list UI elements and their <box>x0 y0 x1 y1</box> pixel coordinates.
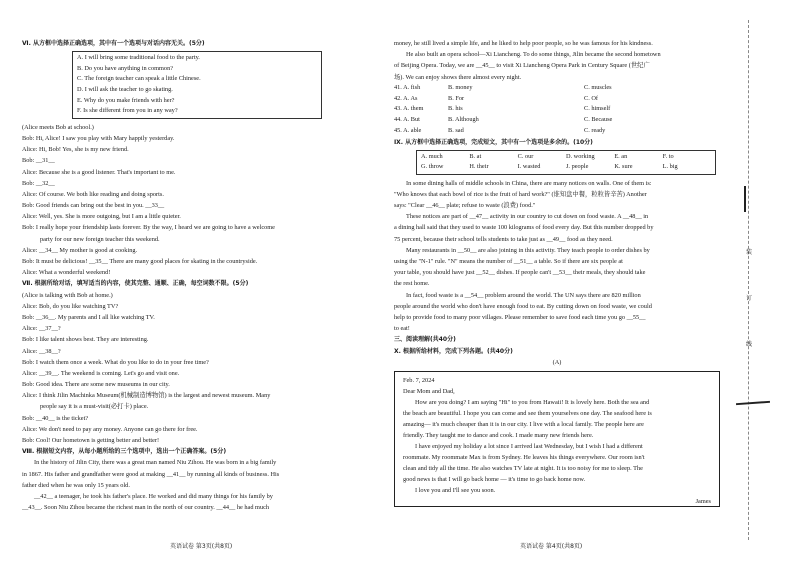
option-a: 43. A. them <box>394 105 424 113</box>
option-b: B. sad <box>448 126 464 134</box>
dialogue-line: Alice: Of course. We both like reading and doing sports. <box>22 190 164 198</box>
passage-line: your table, you should have just __52__ dishes. If people can't __53__ their meals, they should take <box>394 269 646 277</box>
dialogue-line: Bob: I really hope your friendship lasts forever. By the way, I heard we are going to have a welcome <box>22 224 275 232</box>
option-c: C. Because <box>584 116 613 124</box>
dialogue-line: Alice: We don't need to pay any money. Anyone can go there for free. <box>22 425 198 433</box>
dialogue-line: Alice: I think Jilin Machinka Museum(机械制造博物馆) is the largest and newest museum. Many <box>22 392 271 400</box>
dialogue-line: Alice: Well, yes. She is more outgoing, but I am a little quieter. <box>22 213 181 221</box>
passage-line: to eat! <box>394 325 410 333</box>
letter-date: Feb. 7, 2024 <box>403 376 435 384</box>
dialogue-line: Bob: I like talent shows best. They are interesting. <box>22 336 149 344</box>
option-line: B. Do you have anything in common? <box>77 64 174 72</box>
passage-line: father died when he was only 15 years old. <box>22 481 130 489</box>
letter-line: I have enjoyed my holiday a lot since I arrived last Wednesday, but I wish I had a different <box>415 442 643 450</box>
letter-line: amazing— it's much cheaper than it is in our city. I live with a local family. The people here are <box>403 420 644 428</box>
word-option: K. sure <box>614 163 633 171</box>
page-footer-left: 英语试卷 第3页(共8页) <box>170 543 233 551</box>
pen-mark <box>744 186 746 212</box>
letter-line: good news is that I will go back home — it's time to go back home now. <box>403 475 586 483</box>
answer-option-row <box>394 126 720 137</box>
dialogue-line: Bob: __32__ <box>22 179 55 187</box>
option-a: 42. A. As <box>394 94 418 102</box>
option-a: 44. A. But <box>394 116 420 124</box>
dialogue-line: Bob: Hi, Alice! I saw you play with Mary happily yesterday. <box>22 134 175 142</box>
passage-line: __42__ a teenager, he took his father's place. He worked and did many things for his family by <box>34 492 273 500</box>
word-option: C. our <box>517 152 534 160</box>
passage-line: the rest home. <box>394 280 430 288</box>
option-c: C. muscles <box>584 83 612 91</box>
section-10-heading: Ⅹ. 根据所给材料，完成下列各题。(共40分) <box>394 347 513 355</box>
answer-option-row <box>394 94 720 105</box>
passage-line: These notices are part of __47__ activity in our country to cut down on food waste. A __48__ in <box>406 213 649 221</box>
passage-line: 75 percent, because their school tells students to take just as __49__ food as they need. <box>394 235 613 243</box>
option-b: B. Although <box>448 116 479 124</box>
passage-line: using the "N-1" rule. "N" means the number of __51__ a table. So if there are six people at <box>394 258 623 266</box>
dialogue-line: Bob: Cool! Our hometown is getting better and better! <box>22 437 160 444</box>
option-c: C. ready <box>584 126 606 134</box>
answer-option-row <box>394 83 720 94</box>
option-line: E. Why do you make friends with her? <box>77 96 175 104</box>
dialogue-line: Bob: Good friends can bring out the best in you. __33__ <box>22 202 165 210</box>
option-c: C. Of <box>584 94 598 102</box>
passage-label: (A) <box>552 358 562 366</box>
letter-box <box>394 371 720 507</box>
dialogue-line: Alice: __39__. The weekend is coming. Let's go and visit one. <box>22 369 180 377</box>
letter-line: friendly. They taught me to dance and cook. I made many new friends here. <box>403 431 594 439</box>
dialogue-line: people say it is a must-visit(必打卡) place. <box>40 403 149 411</box>
section-7-heading: Ⅶ. 根据所给对话，填写适当的内容，使其完整、通顺、正确，每空词数不限。(5分) <box>22 280 249 288</box>
letter-line: I love you and I'll see you soon. <box>415 486 496 494</box>
option-b: B. For <box>448 94 465 102</box>
word-option: A. much <box>421 152 443 160</box>
left-column <box>22 38 367 513</box>
letter-signature: James <box>695 497 711 505</box>
dialogue-line: Bob: Good idea. There are some new museums in our city. <box>22 381 170 389</box>
passage-line: He also built an opera school—Xi Liancheng. To do some things, Jilin became the second hometown <box>406 51 661 59</box>
passage-line: In the history of Jilin City, there was a great man named Niu Zihou. He was born in a big family <box>34 459 277 467</box>
letter-line: clean and tidy all the time. He also watches TV late at night. It is too noisy for me to sleep. The <box>403 464 643 472</box>
section-6-heading: Ⅵ. 从方框中选择正确选项，其中有一个选项与对话内容无关。(5分) <box>22 40 205 47</box>
option-line: F. Is she different from you in any way? <box>77 107 178 115</box>
pen-scribble <box>736 401 770 405</box>
passage-line: money, he still lived a simple life, and he liked to help poor people, so he was famous for his kindness. <box>394 40 653 47</box>
option-b: B. his <box>448 105 463 113</box>
option-line: D. I will ask the teacher to go skating. <box>77 85 173 93</box>
word-option: G. throw <box>421 163 444 171</box>
margin-char: 装 <box>745 249 752 256</box>
word-bank-box <box>416 150 716 175</box>
binding-margin <box>738 230 760 368</box>
passage-line: Many restaurants in __50__ are also joining in this activity. They teach people to order dishes by <box>406 246 650 254</box>
page-footer-right: 英语试卷 第4页(共8页) <box>520 543 583 551</box>
dialogue-line: Alice: __38__? <box>22 347 61 355</box>
passage-line: a dining hall said that they used to waste 100 kilograms of food every day. But this number dropped by <box>394 224 654 232</box>
passage-line: of Beijing Opera. Today, we are __45__ to visit Xi Liancheng Opera Park in Century Square (世纪广 <box>394 62 650 70</box>
right-column <box>394 38 720 507</box>
option-c: C. himself <box>584 105 611 113</box>
letter-line: How are you doing? I am saying "Hi" to you from Hawaii! It is lovely here. Both the sea and <box>415 398 650 406</box>
passage-line: in 1867. His father and grandfather were good at making __41__ by running all kinds of business. His <box>22 470 280 478</box>
word-option: F. to <box>662 152 674 160</box>
dialogue-line: Bob: __36__. My parents and I all like watching TV. <box>22 313 155 321</box>
dialogue-line: Alice: What a wonderful weekend! <box>22 269 111 277</box>
dialogue-line: Alice: __37__? <box>22 325 61 333</box>
dialogue-line: (Alice is talking with Bob at home.) <box>22 291 113 299</box>
word-option: B. at <box>469 152 482 160</box>
letter-greeting: Dear Mom and Dad, <box>403 387 455 395</box>
dialogue-line: Bob: __40__ is the ticket? <box>22 414 89 422</box>
dialogue-line: (Alice meets Bob at school.) <box>22 123 94 131</box>
section-9-heading: Ⅸ. 从方框中选择正确选项，完成短文，其中有一个选项是多余的。(10分) <box>394 138 593 146</box>
word-option: I. wasted <box>517 163 541 171</box>
passage-line: In fact, food waste is a __54__ problem around the world. The UN says there are 820 million <box>406 291 641 299</box>
dialogue-line: Alice: Because she is a good listener. That's important to me. <box>22 168 176 176</box>
passage-line: In some dining halls of middle schools in China, there are many notices on walls. One of them is: <box>406 179 652 187</box>
dialogue-line: Alice: Bob, do you like watching TV? <box>22 302 119 310</box>
passage-line: __43__. Soon Niu Zihou became the richest man in the north of our country. __44__ he had much <box>22 504 270 512</box>
word-bank-row <box>421 162 711 172</box>
word-option: D. working <box>565 152 595 160</box>
word-option: H. their <box>469 163 489 171</box>
passage-line: people around the world who don't have enough food to eat. By cutting down on food waste, we could <box>394 302 652 310</box>
answer-option-row <box>394 104 720 115</box>
section-8-heading: Ⅷ. 根据短文内容，从每小题所给的三个选项中，选出一个正确答案。(5分) <box>22 448 227 456</box>
dialogue-line: Alice: __34__ My mother is good at cooking. <box>22 246 138 254</box>
dialogue-line: Alice: Hi, Bob! Yes, she is my new friend. <box>22 146 129 154</box>
option-a: 41. A. fish <box>394 83 421 91</box>
passage-line: help to provide food to many poor villages. Please remember to save food each time you go __55__ <box>394 313 646 321</box>
letter-line: roommate. My roommate Max is from Sydney. He leaves his things everywhere. Our room isn't <box>403 453 645 461</box>
option-a: 45. A. able <box>394 126 422 134</box>
passage-line: "Who knows that each bowl of rice is the fruit of hard work?" (谁知盘中餐，粒粒皆辛苦) Another <box>394 190 647 198</box>
dialogue-line: Bob: It must be delicious! __35__ There are many good places for skating in the countryside. <box>22 258 258 265</box>
part-3-heading: 三、阅读理解(共40分) <box>394 336 456 344</box>
word-option: L. big <box>662 163 678 171</box>
word-bank-row <box>421 152 711 162</box>
margin-char: 线 <box>745 341 752 348</box>
dialogue-line: Bob: __31__ <box>22 157 55 165</box>
option-line: C. The foreign teacher can speak a little Chinese. <box>77 75 201 83</box>
passage-line: 场). We can enjoy shows there almost every night. <box>394 73 522 81</box>
option-line: A. I will bring some traditional food to the party. <box>77 54 200 62</box>
letter-line: the beach are beautiful. I hope you can come and see them yourselves one day. The seafood here is <box>403 409 652 417</box>
answer-option-row <box>394 115 720 126</box>
option-b: B. money <box>448 83 473 91</box>
word-option: J. people <box>565 163 589 171</box>
dialogue-line: Bob: I watch them once a week. What do you like to do in your free time? <box>22 358 209 366</box>
section-6-options-box <box>72 51 322 119</box>
dialogue-line: party for our new foreign teacher this weekend. <box>40 235 160 243</box>
word-option: E. an <box>614 152 628 160</box>
margin-char: 订 <box>745 295 752 302</box>
passage-line: says: "Clear __46__ plate; refuse to waste (浪费) food." <box>394 202 536 210</box>
